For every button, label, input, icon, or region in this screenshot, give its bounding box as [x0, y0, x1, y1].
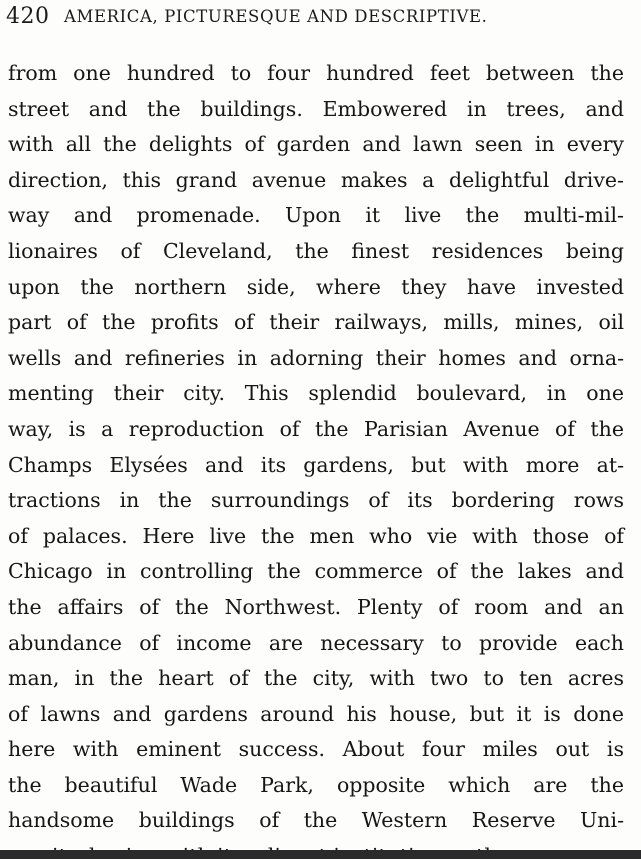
text-line: from one hundred to four hundred feet between the	[8, 61, 624, 85]
text-line: man, in the heart of the city, with two to ten acres	[8, 666, 624, 691]
text-line: with all the delights of garden and lawn seen in every	[8, 132, 624, 157]
text-line: lionaires of Cleveland, the finest residences being	[8, 238, 624, 263]
text-line: tractions in the surroundings of its bordering rows	[8, 488, 624, 513]
text-line: street and the buildings. Embowered in trees, and	[8, 96, 624, 121]
text-line: part of the profits of their railways, mills, mines, oil	[8, 310, 624, 335]
text-line: wells and refineries in adorning their homes and orna-	[8, 345, 624, 370]
text-line: way, is a reproduction of the Parisian Avenue of the	[8, 416, 624, 441]
viewer-bottom-bar	[0, 850, 641, 859]
text-line: Chicago in controlling the commerce of the lakes and	[8, 559, 624, 584]
text-line: of palaces. Here live the men who vie with those of	[8, 523, 624, 548]
text-line: way and promenade. Upon it live the multi-mil-	[8, 203, 624, 228]
text-line: the beautiful Wade Park, opposite which are the	[8, 772, 624, 797]
body-text	[8, 56, 624, 859]
page-header	[6, 4, 636, 32]
text-line: upon the northern side, where they have invested	[8, 274, 624, 299]
text-line: here with eminent success. About four miles out is	[8, 737, 624, 762]
text-line: handsome buildings of the Western Reserve Uni-	[8, 808, 624, 833]
text-line: direction, this grand avenue makes a delightful drive-	[8, 167, 624, 192]
text-line: Champs Elysées and its gardens, but with more at-	[8, 452, 624, 477]
text-line: of lawns and gardens around his house, but it is done	[8, 701, 624, 726]
text-line: the affairs of the Northwest. Plenty of room and an	[8, 594, 624, 619]
page-number: 420	[6, 4, 50, 29]
text-line: abundance of income are necessary to provide each	[8, 630, 624, 655]
running-title: AMERICA, PICTURESQUE AND DESCRIPTIVE.	[64, 7, 488, 26]
text-line: menting their city. This splendid boulevard, in one	[8, 381, 624, 406]
